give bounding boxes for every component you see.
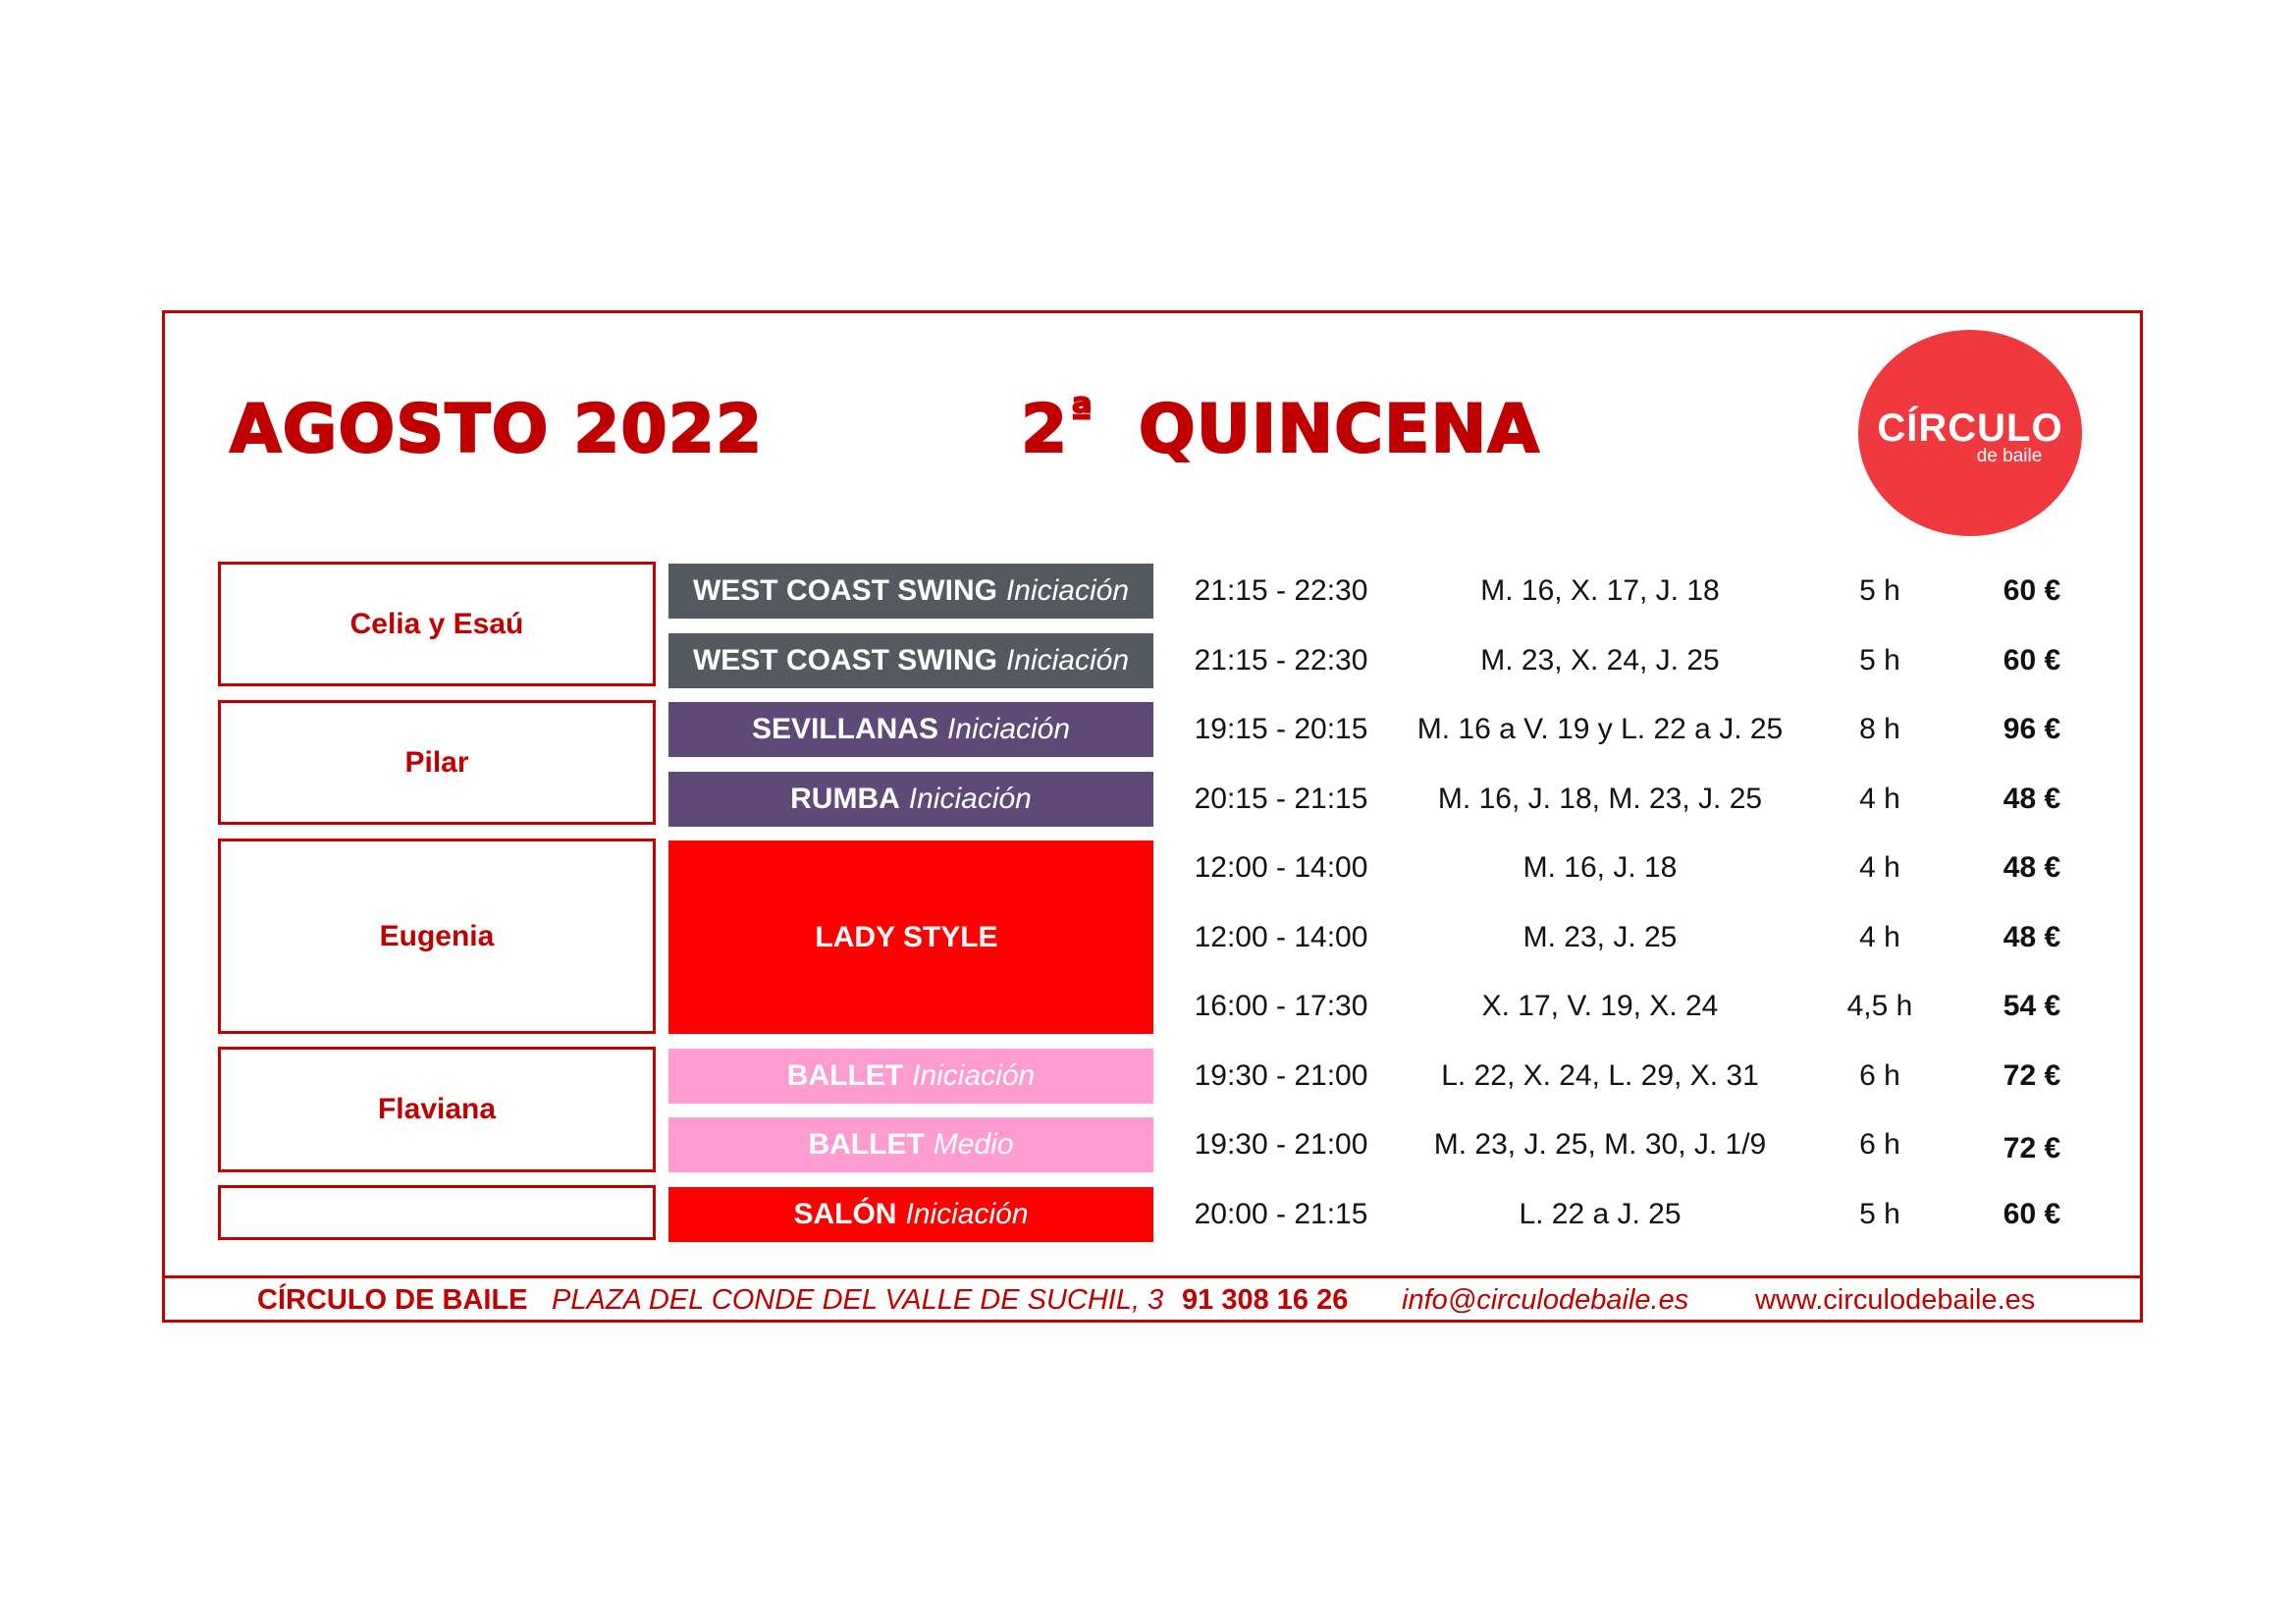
course-salon [668,1187,1153,1242]
course-name: RUMBA [790,783,900,815]
row-days: M. 23, J. 25 [1522,921,1678,953]
footer-website[interactable]: www.circulodebaile.es [1755,1283,2036,1316]
course-name: SEVILLANAS [751,713,938,745]
row-price: 48 € [2002,921,2061,953]
course-level: Iniciación [905,1198,1029,1230]
row-price: 72 € [2002,1059,2061,1092]
teacher-empty [218,1185,656,1240]
footer-name: CÍRCULO DE BAILE [257,1283,528,1316]
row-days: M. 16, J. 18 [1522,851,1678,884]
row-price: 54 € [2002,990,2061,1022]
row-hours: 8 h [1859,713,1900,745]
row-hours: 5 h [1859,644,1900,677]
course-ballet-iniciacion [668,1049,1153,1104]
month-title: AGOSTO 2022 [230,391,764,468]
course-west-coast-swing-2 [668,633,1153,688]
course-name: BALLET [808,1128,925,1161]
logo-line2: de baile [1976,446,2043,466]
teacher-pilar: Pilar [218,700,656,825]
row-hours: 6 h [1859,1128,1900,1161]
row-time: 20:15 - 21:15 [1194,783,1368,815]
row-days: M. 16 a V. 19 y L. 22 a J. 25 [1416,713,1784,745]
row-days: M. 23, X. 24, J. 25 [1480,644,1720,677]
period-title [1021,391,1540,468]
footer-phone: 91 308 16 26 [1182,1283,1349,1316]
row-days: L. 22, X. 24, L. 29, X. 31 [1441,1059,1759,1092]
row-price: 48 € [2002,783,2061,815]
row-price: 60 € [2002,1198,2061,1230]
row-hours: 4 h [1859,921,1900,953]
row-time: 12:00 - 14:00 [1194,921,1368,953]
course-level: Iniciación [1005,644,1130,677]
period-number: 2 [1021,391,1069,468]
course-level: Iniciación [1005,574,1130,607]
row-days: M. 16, X. 17, J. 18 [1480,574,1720,607]
row-price: 48 € [2002,851,2061,884]
period-suffix: ª [1070,391,1094,436]
row-price: 96 € [2002,713,2061,745]
row-price: 60 € [2002,644,2061,677]
row-time: 21:15 - 22:30 [1194,574,1368,607]
course-level: Iniciación [912,1059,1036,1092]
row-time: 19:30 - 21:00 [1194,1059,1368,1092]
row-time: 21:15 - 22:30 [1194,644,1368,677]
circulo-logo [1858,330,2082,536]
row-hours: 4 h [1859,851,1900,884]
row-days: L. 22 a J. 25 [1519,1198,1682,1230]
row-time: 20:00 - 21:15 [1194,1198,1368,1230]
footer-address: PLAZA DEL CONDE DEL VALLE DE SUCHIL, 3 [552,1283,1164,1316]
course-level: Iniciación [908,783,1032,815]
row-hours: 6 h [1859,1059,1900,1092]
course-name: BALLET [786,1059,904,1092]
course-level: Iniciación [946,713,1071,745]
row-time: 12:00 - 14:00 [1194,851,1368,884]
row-hours: 4,5 h [1846,990,1913,1022]
row-hours: 5 h [1859,574,1900,607]
row-days: M. 16, J. 18, M. 23, J. 25 [1437,783,1763,815]
row-time: 19:30 - 21:00 [1194,1128,1368,1161]
footer-divider [162,1275,2143,1278]
course-ballet-medio [668,1117,1153,1172]
row-hours: 5 h [1859,1198,1900,1230]
footer-email[interactable]: info@circulodebaile.es [1402,1283,1689,1316]
row-hours: 4 h [1859,783,1900,815]
row-price: 72 € [2002,1132,2061,1164]
course-name: SALÓN [793,1198,897,1230]
course-name: WEST COAST SWING [692,574,997,607]
teacher-eugenia: Eugenia [218,839,656,1034]
course-name: LADY STYLE [815,920,998,953]
row-time: 16:00 - 17:30 [1194,990,1368,1022]
teacher-celia-esau: Celia y Esaú [218,562,656,686]
course-rumba [668,772,1153,827]
course-sevillanas [668,702,1153,757]
period-word: QUINCENA [1138,391,1541,468]
course-name: WEST COAST SWING [692,644,997,677]
row-days: X. 17, V. 19, X. 24 [1481,990,1719,1022]
row-days: M. 23, J. 25, M. 30, J. 1/9 [1433,1128,1767,1161]
course-west-coast-swing-1 [668,564,1153,619]
course-lady-style [668,840,1153,1034]
course-level: Medio [933,1128,1014,1161]
teacher-flaviana: Flaviana [218,1047,656,1172]
logo-line1: CÍRCULO [1877,406,2063,450]
row-price: 60 € [2002,574,2061,607]
row-time: 19:15 - 20:15 [1194,713,1368,745]
